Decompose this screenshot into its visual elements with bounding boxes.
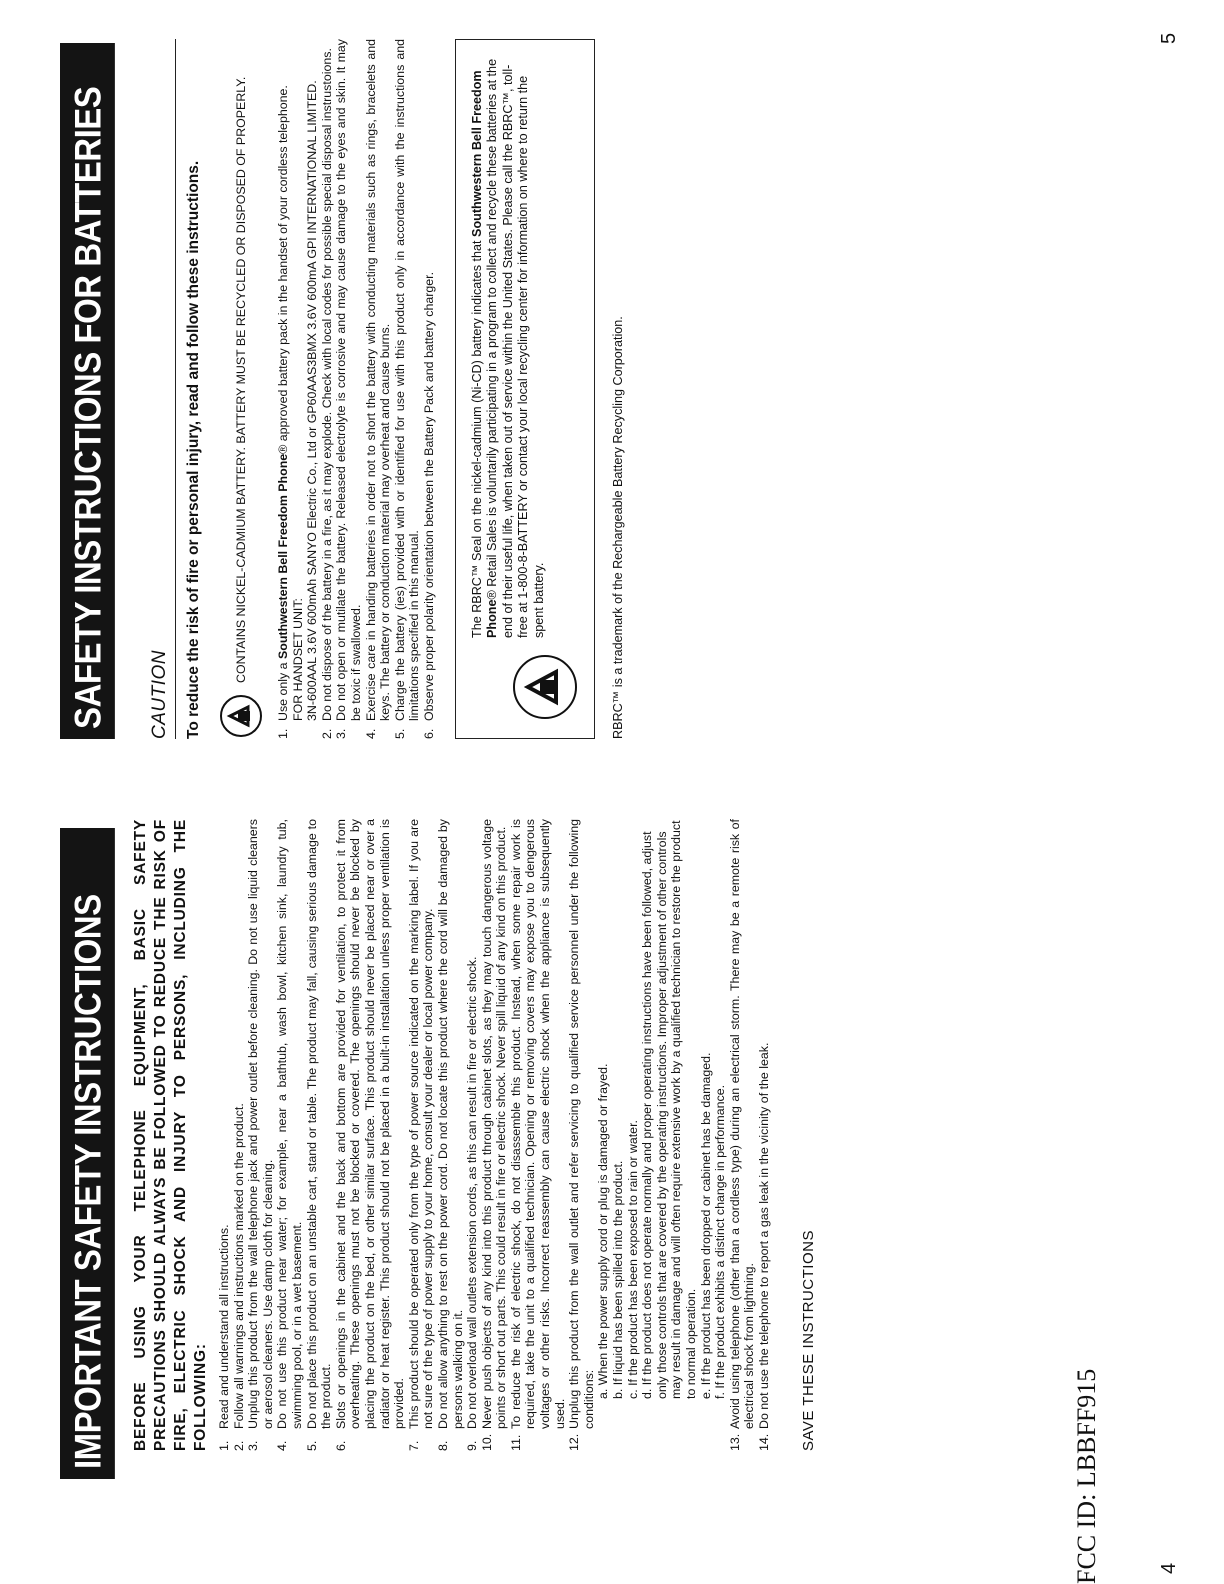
nicd-warning-text: CONTAINS NICKEL-CADMIUM BATTERY. BATTERY MUST BE RECYCLED OR DISPOSED OF PROPERLY. [233, 76, 248, 683]
list-item: 12. Unplug this product from the wall outlet and refer servicing to qualified service personnel under the following conditions: a. When the power supply cord or plug is damaged or frayed. b. If liquid has been spilled into the product. c. If the product has been exposed to rain or water. d. If the product does not operate normally and proper operating instructions have been followed, adjust only those controls that are covered by the operating instructions. Improper adjustment of other controls may result in damage and will often require extensive work by a qualified technician to restore the product to normal operation. e. If the product has been dropped or cabinet has be damaged. f. If the product exhibits a distinct change in performance. [567, 819, 728, 1451]
list-item: 2. Follow all warnings and instructions marked on the product. [231, 1103, 246, 1451]
caution-lead: To reduce the risk of fire or personal injury, read and follow these instructions. [185, 160, 202, 739]
list-item: 3. Unplug this product from the wall telephone jack and power outlet before cleaning. Do not use liquid cleaners or aerosol cleaners. Use damp cloth for cleaning. [246, 819, 275, 1451]
list-item: 1. Read and understand all instructions. [217, 1224, 231, 1451]
fcc-id-label: FCC ID: LBBFF915 [1072, 1368, 1101, 1584]
condition-item: b. If liquid has been spilled into the product. [611, 1160, 626, 1399]
service-conditions-list [596, 819, 727, 1429]
handset-unit-label: FOR HANDSET UNIT: [290, 598, 305, 721]
left-page [60, 819, 817, 1479]
brand-name: Southwestern Bell Freedom Phone [469, 70, 500, 638]
rbrc-notice-text: The RBRC™ Seal on the nickel-cadmium (Ni-CD) battery indicates that Southwestern Bell Freedom Phone® Retail Sales is voluntarily participating in a program to collect and recycle these batteries at the end of their useful life, when taken out of service within the United States. Please call the RBRC™, toll-free at 1-800-8-BATTERY or contact your local recycling center for information on where to return the spent battery. [469, 58, 546, 638]
list-item: 8. Do not allow anything to rest on the power cord. Do not locate this product where the cord will be damaged by persons walking on it. [435, 819, 465, 1451]
right-page-title: SAFETY INSTRUCTIONS FOR BATTERIES [60, 43, 115, 739]
list-item: 11. To reduce the risk of electric shock, do not disassemble this product. Instead, when some repair work is required, take the unit to a qualified technician. Opening or removing covers may expose you to dengerous voltages or other risks. Incorrect reassembly can cause electric shock when the appliance is subsequently used. [508, 819, 567, 1451]
save-instructions-note: SAVE THESE INSTRUCTIONS [799, 1230, 817, 1451]
condition-item: c. If the product has been exposed to rain or water. [625, 1120, 640, 1399]
safety-intro: BEFORE USING YOUR TELEPHONE EQUIPMENT, BASIC SAFETY PRECAUTIONS SHOULD ALWAYS BE FOLLOWED TO REDUCE THE RISK OF FIRE, ELECTRIC SHOCK AND INJURY TO PERSONS, INCLUDING THE FOLLOWING: [132, 819, 209, 1451]
list-item: 1. Use only a Southwestern Bell Freedom Phone® approved battery pack in the handset of your cordless telephone. FOR HANDSET UNIT: 3N-600AAL 3.6V 600mAh SANYO Electric Co., Ltd or GP60AAS3BMX 3.6V 600mA GPI INTERNATIONAL LIMITED. [276, 39, 320, 739]
page-number-left: 4 [1158, 1562, 1180, 1574]
battery-instructions-list [276, 39, 437, 739]
list-item: 9. Do not overload wall outlets extension cords, as this can result in fire or electric shock. [465, 956, 480, 1451]
safety-instructions-list [217, 819, 772, 1479]
list-item: 3. Do not open or mutilate the battery. Released electrolyte is corrosive and may cause damage to the eyes and skin. It may be toxic if swallowed. [334, 39, 363, 739]
nicd-warning [218, 39, 264, 739]
list-item: 2. Do not dispose of the battery in a fire, as it may explode. Check with local codes for possible special disposal instrustoions. [319, 48, 334, 739]
list-item: 7. This product should be operated only from the type of power source indicated on the marking label. If you are not sure of the type of power supply to your home, consult your dealer or local power company. [406, 819, 436, 1451]
list-item: 6. Slots or openings in the cabinet and the back and bottom are provided for ventilation, to protect it from overheating. These openings must not be blocked or covered. The openings should never be blocked by placing the product on the bed, or other similar surface. This product should never be placed near or over a radiator or heat register. This product should not be placed in a built-in installation unless proper ventilation is provided. [333, 819, 407, 1451]
list-item: 5. Charge the battery (ies) provided with or identified for use with this product only in accordance with the instructions and limitations specified in this manual. [392, 39, 422, 739]
rbrc-trademark-note: RBRC™ is a trademark of the Rechargeable Battery Recycling Corporation. [610, 316, 625, 739]
condition-item: d. If the product does not operate normally and proper operating instructions have been followed, adjust only those controls that are covered by the operating instructions. Improper adjustment of other controls may result in damage and will often require extensive work by a qualified technician to restore the product to normal operation. [640, 820, 698, 1399]
ni-cd-recycle-icon [218, 693, 264, 739]
list-item: 14. Do not use the telephone to report a gas leak in the vicinity of the leak. [756, 1042, 771, 1451]
rbrc-seal-icon [510, 652, 580, 722]
list-item: 13. Avoid using telephone (other than a cordless type) during an electrical storm. There may be a remote risk of electrical shock from lightning. [727, 819, 757, 1451]
list-item: 10. Never push objects of any kind into this product through cabinet slots, as they may touch dangerous voltage points or short out parts. This could result in fire or electric shock. Never spill liquid of any kind on this product. [479, 819, 509, 1451]
caution-heading: CAUTION [149, 39, 176, 739]
list-item: 4. Exercise care in handing batteries in order not to short the battery with conducting materials such as rings, bracelets and keys. The battery or conduction material may overheat and cause burns. [363, 39, 393, 739]
condition-item: f. If the product exhibits a distinct change in performance. [713, 1084, 728, 1399]
list-item: 5. Do not place this product on an unstable cart, stand or table. The product may fall, causing serious damage to the product. [304, 819, 334, 1451]
condition-item: e. If the product has been dropped or cabinet has be damaged. [698, 1052, 713, 1399]
brand-name: Southwestern Bell Freedom Phone [276, 453, 290, 660]
rbrc-notice-box [455, 39, 595, 739]
right-page [60, 39, 626, 739]
condition-item: a. When the power supply cord or plug is damaged or frayed. [596, 1063, 611, 1399]
list-item: 4. Do not use this product near water; for example, near a bathtub, wash bowl, kitchen sink, laundry tub, swimming pool, or in a wet basement. [275, 819, 304, 1451]
list-item: 6. Observe proper polarity orientation between the Battery Pack and battery charger. [421, 271, 436, 739]
battery-models: 3N-600AAL 3.6V 600mAh SANYO Electric Co., Ltd or GP60AAS3BMX 3.6V 600mA GPI INTERNATIONAL LIMITED. [305, 80, 320, 721]
page-number-right: 5 [1158, 32, 1180, 44]
left-page-title: IMPORTANT SAFETY INSTRUCTIONS [60, 828, 115, 1479]
